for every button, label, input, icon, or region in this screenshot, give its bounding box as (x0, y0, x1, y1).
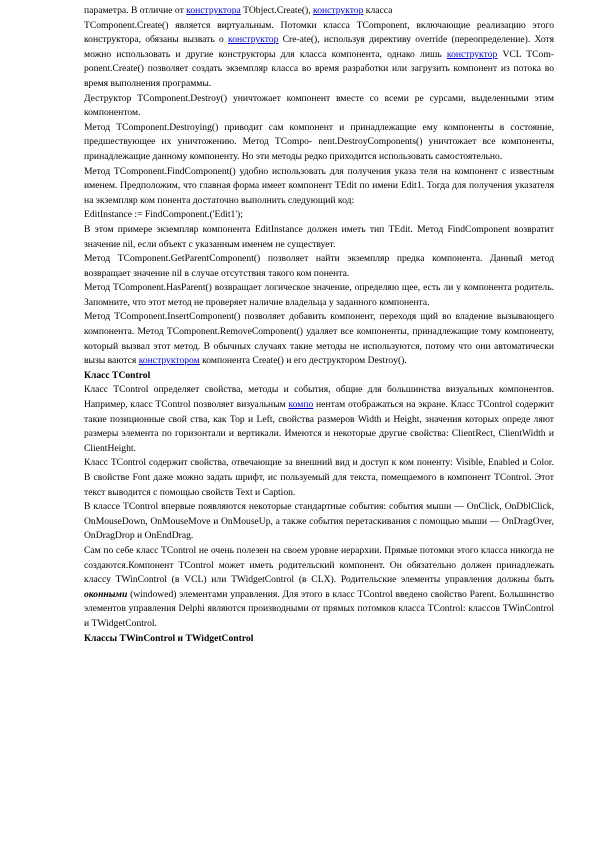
paragraph-constructor (84, 4, 554, 92)
constructor-link[interactable]: конструктором (138, 355, 200, 367)
paragraph-tcontrol-appearance: Класс TControl содержит свойства, отвечающие за внешний вид и доступ к ком поненту: Visible, Enabled и Color. В свойстве Font даже можно задать шрифт, ис пользуемый для текста, помещаемого в компонент TControl. Этот текст выводится с помощью свойств Text и Caption. (84, 457, 554, 498)
paragraph-tcontrol-props (84, 383, 554, 456)
text-run: (windowed) элементами управления. Для этого в класс TControl введено свойство Parent. Большинство элементов управления Delphi являются производными от прямых потомков класса TControl: классов TWinControl и TWidgetControl. (84, 588, 554, 629)
text-run: TObject.Create(), (240, 5, 314, 16)
section-heading-tcontrol: Класс TControl (84, 369, 151, 381)
paragraph-hasparent: Метод TComponent.HasParent() возвращает логическое значение, определяю щее, есть ли у компонента родитель. Запомните, что этот метод не проверяет наличие владельца у заданного компонента. (84, 282, 554, 308)
text-run: TComponent.Create() является виртуальным. Потомки класса TComponent, включающие реализацию этого конструктора, обязаны вызвать о (84, 19, 554, 46)
paragraph-tcontrol-events: В классе TControl впервые появляются некоторые стандартные события: события мыши — OnClick, OnDblClick, OnMouseDown, OnMouseMove и OnMouseUp, а также события перетаскивания с помощью мыши — OnDragOver, OnDragDrop и OnEndDrag. (84, 501, 554, 542)
text-run: VCL TCom- ponent.Create() позволяет создать экземпляр класса во время разработки или загрузить компонент из потока во время выполнения программы. (84, 48, 555, 89)
paragraph-getparent: Метод TComponent.GetParentComponent() позволяет найти экземпляр предка компонента. Данный метод возвращает значение nil в случае отсутствия такого ком понента. (84, 253, 554, 279)
section-heading-twincontrol: Классы TWinControl и TWidgetControl (84, 632, 254, 644)
text-run: класса (363, 5, 393, 16)
constructor-link[interactable]: конструктора (186, 5, 241, 16)
text-run: компонента Create() и его деструктором Destroy(). (199, 355, 407, 367)
document-page (84, 4, 554, 646)
code-line: EditInstance := FindComponent.('Edit1'); (84, 209, 243, 221)
constructor-link[interactable]: конструктор (313, 5, 364, 16)
text-run: Класс TControl определяет свойства, методы и события, общие для большинства визуальных компонентов. Например, класс TControl позволяет визуальным (84, 384, 554, 411)
text-run: Cre-ate(), используя директиву override (переопределение). Хотя можно использовать и другие конструкторы для класса компонента, однако лишь (84, 34, 554, 60)
constructor-link[interactable]: конструктор (446, 48, 498, 60)
paragraph-insertcomponent (84, 310, 554, 368)
paragraph-destroying: Метод TComponent.Destroying() приводит сам компонент и принадлежащие ему компоненты в состояние, предшествующее их уничтожению. Метод TCompo- nent.DestroyComponents() уничтожает все компоненты, принадлежащие данному компоненту. Но эти методы редко приходится использовать самостоятельно. (84, 121, 554, 162)
component-link[interactable]: компо (288, 399, 314, 411)
text-run: параметра. В отличие от (84, 5, 187, 16)
emphasis-text: оконными (84, 588, 128, 600)
constructor-link[interactable]: конструктор (228, 34, 279, 46)
paragraph-tcontrol-parent (84, 544, 554, 632)
paragraph-findcomponent: Метод TComponent.FindComponent() удобно использовать для получения указа теля на компонент с известным именем. Предположим, что главная форма имеет компонент TEdit по имени Edit1. Тогда для получения указателя на экземпляр ком понента достаточно выполнить следующий код: (84, 165, 554, 206)
paragraph-destructor: Деструктор TComponent.Destroy() уничтожает компонент вместе со всеми ре сурсами, выделенными этим компонентом. (84, 92, 554, 119)
text-run: Сам по себе класс TControl не очень полезен на своем уровне иерархии. Прямые потомки этого класса никогда не создаются.Компонент TControl может иметь родительский компонент. Он обязательно должен принадлежать классу TWinControl (в VCL) или TWidgetControl (в CLX). Родительские элементы управления должны быть (84, 544, 554, 586)
text-run: нентам отображаться на экране. Класс TControl содержит такие позиционные свой ства, как Top и Left, свойства размеров Width и Height, значения которых опреде ляют размеры элемента по горизонтали и вертикали. Имеются и некоторые другие свойства: ClientRect, ClientWidth и ClientHeight. (84, 399, 554, 454)
paragraph-example: В этом примере экземпляр компонента EditInstance должен иметь тип TEdit. Метод FindComponent возвратит значение nil, если объект с указанным именем не существует. (84, 223, 554, 250)
text-run: Метод TComponent.InsertComponent() позволяет добавить компонент, переходя щий во владение вызывающего компонента. Метод TComponent.RemoveComponent() удаляет все компоненты, принадлежащие тому компоненту, который вызвал этот метод. В обычных случаях такие методы не используются, потому что они автоматически вызы ваются (84, 311, 554, 367)
